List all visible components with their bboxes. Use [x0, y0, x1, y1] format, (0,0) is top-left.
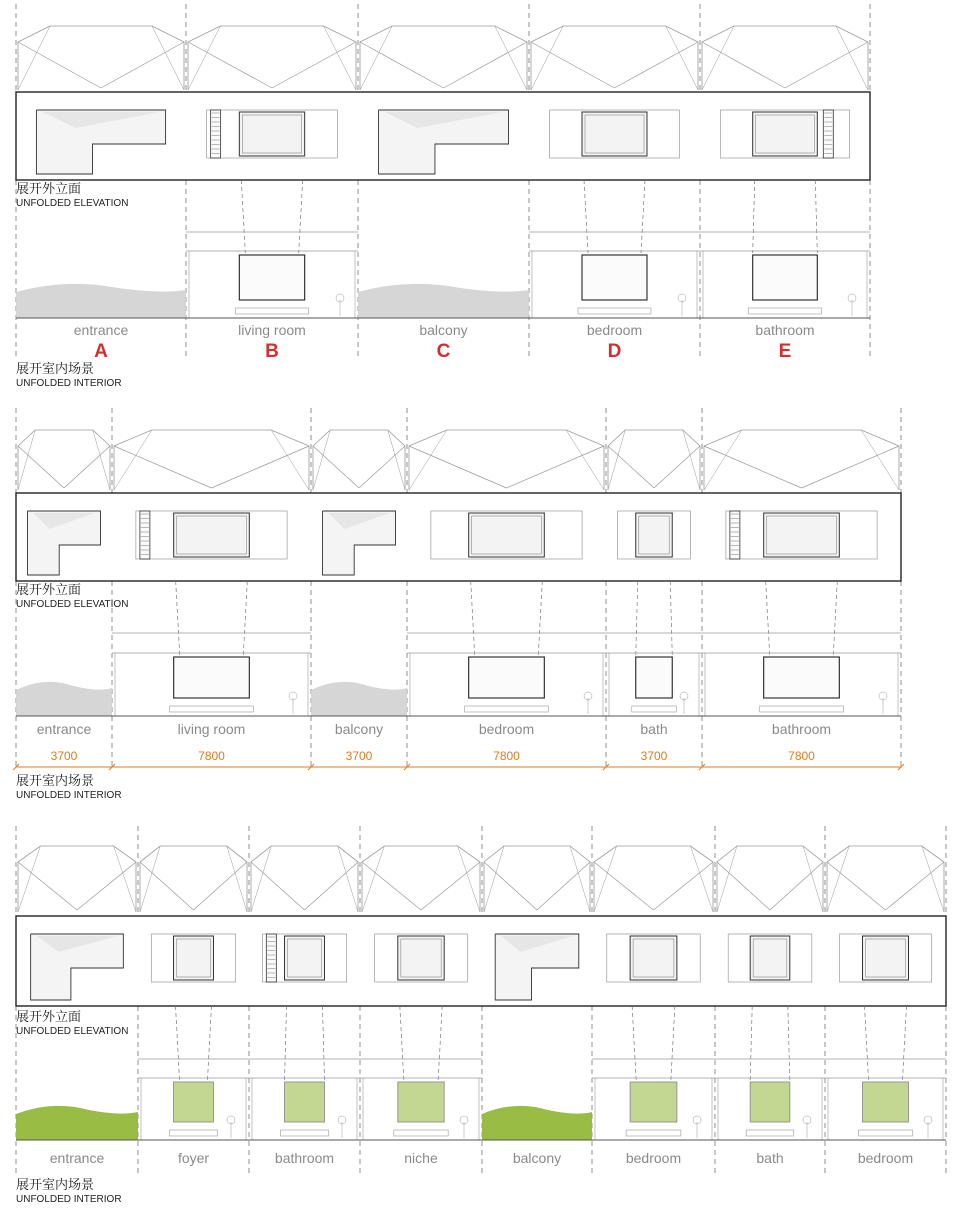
roof-facet [18, 846, 40, 912]
room-label: entrance [36, 721, 92, 737]
roof-profile [18, 430, 110, 490]
window-frame [863, 936, 909, 980]
roof-outline [608, 430, 700, 490]
room-balcony [482, 934, 592, 1166]
room-bathroom [700, 110, 870, 362]
projection-dash-line [285, 1006, 287, 1080]
roof-facet [18, 430, 35, 490]
room-label: entrance [49, 1150, 105, 1166]
room-label: bathroom [755, 322, 815, 338]
roof-profile [360, 26, 527, 90]
interior-wall [595, 1078, 712, 1140]
roof-outline [18, 846, 136, 912]
room-label: bedroom [478, 721, 535, 737]
furniture-sketch [632, 706, 676, 712]
roof-facet [18, 26, 50, 90]
room-entrance [16, 511, 112, 763]
louvre-shutter [266, 934, 276, 982]
roof-profile [531, 26, 698, 90]
interior-label-en: UNFOLDED INTERIOR [16, 1194, 122, 1205]
roof-facet [362, 846, 384, 912]
shutter-frame [140, 511, 150, 559]
furniture-sketch [749, 308, 822, 314]
projection-dash-line [241, 180, 245, 253]
roof-profile [484, 846, 590, 912]
roof-profile [251, 846, 358, 912]
shutter-frame [211, 110, 221, 158]
window-frame [636, 513, 672, 557]
roof-facet [388, 430, 405, 490]
projection-dash-line [750, 1006, 752, 1080]
interior-window-greenery [630, 1082, 677, 1122]
sheet3-group [16, 826, 946, 1205]
roof-outline [18, 430, 110, 490]
roof-facet [188, 26, 220, 90]
window-frame [753, 112, 818, 156]
furniture-sketch [235, 308, 308, 314]
projection-dash-line [322, 1006, 324, 1080]
window-frame [469, 513, 545, 557]
window-frame [764, 513, 840, 557]
louvre-shutter [823, 110, 833, 158]
furniture-sketch [626, 1130, 681, 1136]
interior-label-en: UNFOLDED INTERIOR [16, 790, 122, 801]
room-bathroom [702, 511, 901, 763]
room-label: balcony [419, 322, 468, 338]
room-label: bathroom [274, 1150, 335, 1166]
interior-window-greenery [174, 1082, 214, 1122]
room-bedroom [407, 511, 606, 763]
room-label: bath [756, 1150, 784, 1166]
projection-dash-line [538, 581, 542, 655]
dimension-line [13, 764, 904, 770]
roof-facet [702, 26, 734, 90]
roof-facet [495, 26, 527, 90]
interior-label-cn: 展开室内场景 [16, 1177, 95, 1192]
roof-outline [251, 846, 358, 912]
elevation-label-cn: 展开外立面 [16, 582, 82, 597]
roof-profile [608, 430, 700, 490]
sheet1-group [16, 4, 870, 389]
roof-outline [827, 846, 944, 912]
roof-facet [313, 430, 330, 490]
roof-profile [409, 430, 604, 490]
roof-facet [152, 26, 184, 90]
roof-facet [827, 846, 849, 912]
interior-window [239, 255, 304, 300]
interior-window-greenery [863, 1082, 909, 1122]
window-frame [174, 936, 214, 980]
roof-profile [704, 430, 899, 490]
roof-outline [484, 846, 590, 912]
louvre-shutter [211, 110, 221, 158]
roof-facet [683, 430, 700, 490]
roof-facet [690, 846, 713, 912]
roof-facet [313, 446, 359, 488]
window-frame [582, 112, 647, 156]
projection-dash-line [753, 180, 755, 253]
elevation-label-en: UNFOLDED ELEVATION [16, 599, 129, 610]
roof-facet [654, 446, 700, 488]
projection-dash-line [815, 180, 817, 253]
furniture-sketch [859, 1130, 913, 1136]
room-label: bath [640, 721, 668, 737]
room-letter: A [94, 341, 108, 362]
room-entrance [16, 110, 186, 362]
room-label: niche [404, 1150, 438, 1166]
roof-facet [484, 846, 504, 912]
roof-facet [18, 446, 64, 488]
roof-profile [188, 26, 356, 90]
interior-window [174, 657, 250, 698]
room-letter: C [436, 341, 451, 362]
room-label: bedroom [857, 1150, 914, 1166]
roof-facet [836, 26, 868, 90]
interior-wall [532, 251, 697, 318]
projection-dash-line [471, 581, 475, 655]
furniture-sketch [170, 1130, 218, 1136]
projection-dash-line [632, 1006, 636, 1080]
furniture-sketch [281, 1130, 329, 1136]
interior-wall [252, 1078, 357, 1140]
projection-dash-line [243, 581, 247, 655]
elevation-frame [16, 916, 946, 1006]
roof-facet [922, 846, 944, 912]
roof-outline [594, 846, 713, 912]
interior-window-greenery [398, 1082, 444, 1122]
furniture-sketch [578, 308, 651, 314]
interior-label-cn: 展开室内场景 [16, 773, 95, 788]
projection-dash-line [438, 1006, 442, 1080]
shutter-frame [730, 511, 740, 559]
roof-profile [313, 430, 405, 490]
room-bathroom [249, 934, 360, 1166]
projection-dash-line [636, 581, 638, 655]
roof-profile [114, 430, 309, 490]
roof-profile [18, 26, 184, 90]
roof-facet [114, 846, 136, 912]
projection-dash-line [671, 1006, 675, 1080]
projection-dash-line [766, 581, 770, 655]
interior-wall [189, 251, 355, 318]
roof-profile [594, 846, 713, 912]
dimension-value: 3700 [50, 749, 78, 763]
roof-profile [140, 846, 247, 912]
interior-wall [363, 1078, 479, 1140]
grass-hill [482, 1106, 592, 1140]
room-label: foyer [177, 1150, 210, 1166]
interior-wall [609, 653, 699, 716]
roof-facet [93, 430, 110, 490]
roof-profile [702, 26, 868, 90]
room-bedroom [529, 110, 700, 362]
room-niche [360, 934, 482, 1166]
window-frame [398, 936, 444, 980]
roof-profile [18, 846, 136, 912]
roof-facet [64, 446, 110, 488]
roof-facet [140, 846, 160, 912]
roof-outline [18, 26, 184, 90]
roof-outline [313, 430, 405, 490]
window-frame [174, 513, 250, 557]
interior-label-cn: 展开室内场景 [16, 361, 95, 376]
room-balcony [358, 110, 529, 362]
roof-profile [362, 846, 480, 912]
roof-outline [140, 846, 247, 912]
landscape-hill [16, 682, 112, 716]
interior-wall [828, 1078, 943, 1140]
room-label: living room [238, 322, 306, 338]
roof-outline [114, 430, 309, 490]
roof-facet [251, 846, 271, 912]
room-label: bedroom [586, 322, 643, 338]
furniture-sketch [760, 706, 844, 712]
interior-wall [705, 653, 898, 716]
room-bedroom [825, 934, 946, 1166]
room-living-room [186, 110, 358, 362]
room-label: living room [177, 721, 246, 737]
roof-profile [827, 846, 944, 912]
room-foyer [138, 934, 249, 1166]
window-frame [750, 936, 790, 980]
interior-window [469, 657, 545, 698]
interior-window [764, 657, 840, 698]
shutter-frame [266, 934, 276, 982]
roof-outline [702, 26, 868, 90]
furniture-sketch [746, 1130, 794, 1136]
elevation-label-cn: 展开外立面 [16, 1009, 82, 1024]
interior-wall [718, 1078, 822, 1140]
roof-facet [531, 26, 563, 90]
roof-outline [409, 430, 604, 490]
interior-window [636, 657, 672, 698]
roof-facet [359, 446, 405, 488]
roof-facet [458, 846, 480, 912]
room-label: bedroom [625, 1150, 682, 1166]
projection-dash-line [176, 1006, 180, 1080]
louvre-shutter [140, 511, 150, 559]
projection-dash-line [207, 1006, 211, 1080]
interior-wall [703, 251, 867, 318]
room-letter: B [265, 341, 279, 362]
roof-facet [227, 846, 247, 912]
dimension-value: 3700 [345, 749, 373, 763]
projection-dash-line [865, 1006, 869, 1080]
projection-dash-line [176, 581, 180, 655]
roof-outline [188, 26, 356, 90]
projection-dash-line [902, 1006, 906, 1080]
roof-outline [704, 430, 899, 490]
sheet2-group [13, 408, 904, 801]
roof-facet [594, 846, 617, 912]
roof-facet [324, 26, 356, 90]
interior-wall [115, 653, 308, 716]
dimension-value: 7800 [493, 749, 520, 763]
room-living-room [112, 511, 311, 763]
roof-outline [531, 26, 698, 90]
elevation-label-cn: 展开外立面 [16, 181, 82, 196]
projection-dash-line [670, 581, 672, 655]
shutter-frame [823, 110, 833, 158]
roof-outline [360, 26, 527, 90]
furniture-sketch [465, 706, 549, 712]
interior-window [753, 255, 818, 300]
room-label: entrance [73, 322, 129, 338]
room-entrance [16, 934, 138, 1166]
dimension-value: 3700 [640, 749, 668, 763]
furniture-sketch [394, 1130, 448, 1136]
dimension-value: 7800 [788, 749, 815, 763]
room-balcony [311, 511, 407, 763]
room-label: bathroom [771, 721, 832, 737]
interior-window-greenery [750, 1082, 790, 1122]
room-letter: D [607, 341, 622, 362]
elevation-label-en: UNFOLDED ELEVATION [16, 198, 129, 209]
window-frame [630, 936, 677, 980]
dimension-value: 7800 [198, 749, 225, 763]
roof-facet [666, 26, 698, 90]
projection-dash-line [788, 1006, 790, 1080]
roof-facet [570, 846, 590, 912]
furniture-sketch [170, 706, 254, 712]
projection-dash-line [400, 1006, 404, 1080]
room-label: balcony [512, 1150, 562, 1166]
roof-outline [717, 846, 823, 912]
roof-facet [608, 446, 654, 488]
roof-facet [717, 846, 737, 912]
landscape-hill [311, 682, 407, 716]
landscape-hill [358, 284, 529, 318]
room-letter: E [778, 341, 792, 362]
projection-dash-line [833, 581, 837, 655]
roof-outline [362, 846, 480, 912]
projection-dash-line [641, 180, 645, 253]
projection-dash-line [299, 180, 303, 253]
roof-profile [717, 846, 823, 912]
projection-dash-line [584, 180, 588, 253]
sheets-layer [13, 4, 946, 1205]
window-frame [285, 936, 325, 980]
louvre-shutter [730, 511, 740, 559]
roof-facet [360, 26, 392, 90]
roof-facet [803, 846, 823, 912]
elevation-label-en: UNFOLDED ELEVATION [16, 1026, 129, 1037]
interior-window-greenery [285, 1082, 325, 1122]
window-frame [239, 112, 304, 156]
room-label: balcony [334, 721, 384, 737]
room-bath [606, 511, 702, 763]
interior-window [582, 255, 647, 300]
grass-hill [16, 1106, 138, 1140]
landscape-hill [16, 284, 186, 318]
interior-label-en: UNFOLDED INTERIOR [16, 378, 122, 389]
roof-facet [608, 430, 625, 490]
roof-facet [338, 846, 358, 912]
interior-wall [410, 653, 603, 716]
interior-wall [141, 1078, 246, 1140]
room-bedroom [592, 934, 715, 1166]
room-bath [715, 934, 825, 1166]
